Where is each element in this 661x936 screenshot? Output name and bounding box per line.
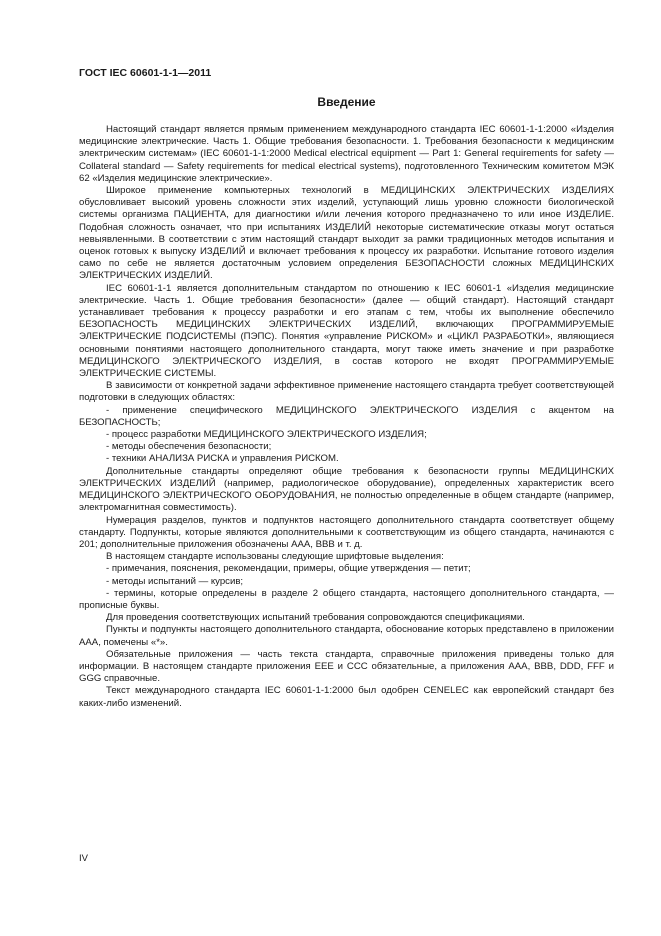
list-item: - методы испытаний — курсив; (106, 575, 244, 587)
list-item: - методы обеспечения безопасности; (106, 441, 272, 453)
section-title: Введение (317, 95, 376, 109)
paragraph: IEC 60601-1-1 является дополнительным стандартом по отношению к IEC 60601-1 «Изделия медицинские электрические. Часть 1. Общие требования безопасности» (далее — общий стандарт). Настоящий стандарт устанавливает требования к процессу разработки и его этапам с тем, чтобы их выполнение обеспечило БЕЗОПАСНОСТЬ МЕДИЦИНСКИХ ЭЛЕКТРИЧЕСКИХ ИЗДЕЛИЙ, включающих ПРОГРАММИРУЕМЫЕ ЭЛЕКТРИЧЕСКИЕ ПОДСИСТЕМЫ (ПЭПС). Понятия «управление РИСКОМ» и «ЦИКЛ РАЗРАБОТКИ», являющиеся основными понятиями настоящего дополнительного стандарта, могут также иметь значение и при разработке МЕДИЦИНСКОГО ЭЛЕКТРИЧЕСКОГО ИЗДЕЛИЯ, в состав которого не входят ПРОГРАММИРУЕМЫЕ ЭЛЕКТРИЧЕСКИЕ СИСТЕМЫ. (79, 282, 614, 380)
paragraph: Нумерация разделов, пунктов и подпунктов настоящего дополнительного стандарта соответствует общему стандарту. Подпункты, которые являются дополнительными к соответствующим из общего стандарта, начинаются с 201; дополнительные приложения обозначены ААА, ВВВ и т. д. (79, 514, 614, 550)
paragraph: Дополнительные стандарты определяют общие требования к безопасности группы МЕДИЦИНСКИХ ЭЛЕКТРИЧЕСКИХ ИЗДЕЛИЙ (например, радиологическое оборудование), определенных характеристик всего МЕДИЦИНСКОГО ЭЛЕКТРИЧЕСКОГО ОБОРУДОВАНИЯ, не полностью определенные в общем стандарте (например, электромагнитная совместимость). (79, 465, 614, 514)
paragraph: Обязательные приложения — часть текста стандарта, справочные приложения приведены только для информации. В настоящем стандарте приложения ЕЕЕ и ССС обязательные, а приложения ААА, ВВВ, DDD, FFF и GGG справочные. (79, 648, 614, 685)
list-item: - техники АНАЛИЗА РИСКА и управления РИСКОМ. (106, 453, 339, 465)
paragraph: Широкое применение компьютерных технологий в МЕДИЦИНСКИХ ЭЛЕКТРИЧЕСКИХ ИЗДЕЛИЯХ обусловливает высокий уровень сложности этих изделий, уступающий лишь уровню сложности биологической системы организма ПАЦИЕНТА, для диагностики и/или лечения которого предназначено то или иное ИЗДЕЛИЕ. Подобная сложность означает, что при испытаниях ИЗДЕЛИЙ некоторые систематические отказы могут остаться невыявленными. В соответствии с этим настоящий стандарт выходит за рамки традиционных методов испытания и оценок готовых к выпуску ИЗДЕЛИЙ и включает требования к процессу их разработки. Испытание готового изделия само по себе не является достаточным условием определения БЕЗОПАСНОСТИ сложных МЕДИЦИНСКИХ ЭЛЕКТРИЧЕСКИХ ИЗДЕЛИЙ. (79, 185, 614, 282)
page-number: IV (79, 853, 88, 864)
list-item: - процесс разработки МЕДИЦИНСКОГО ЭЛЕКТРИЧЕСКОГО ИЗДЕЛИЯ; (106, 429, 427, 441)
document-header: ГОСТ IEC 60601-1-1—2011 (79, 67, 212, 79)
list-item: - термины, которые определены в разделе 2 общего стандарта, настоящего дополнительного стандарта, — прописные буквы. (79, 587, 614, 611)
paragraph: Пункты и подпункты настоящего дополнительного стандарта, обоснование которых представлено в приложении ААА, помечены «*». (79, 624, 614, 648)
paragraph: Настоящий стандарт является прямым применением международного стандарта IEC 60601-1-1:2000 «Изделия медицинские электрические. Часть 1. Общие требования безопасности. 1. Требования безопасности к медицинским электрическим системам» (IEC 60601-1-1:2000 Medical electrical equipment — Part 1: General requirements for safety — Collateral standard — Safety requirements for medical electrical systems), подготовленного Техническим комитетом МЭК 62 «Изделия медицинские электрические». (79, 124, 614, 184)
paragraph: Текст международного стандарта IEC 60601-1-1:2000 был одобрен CENELEC как европейский стандарт без каких-либо изменений. (79, 685, 614, 709)
paragraph: Для проведения соответствующих испытаний требования сопровождаются спецификациями. (106, 612, 525, 624)
list-item: - примечания, пояснения, рекомендации, примеры, общие утверждения — петит; (106, 563, 471, 575)
document-body (79, 124, 614, 710)
paragraph: В зависимости от конкретной задачи эффективное применение настоящего стандарта требует соответствующей подготовки в следующих областях: (79, 380, 614, 404)
paragraph: В настоящем стандарте использованы следующие шрифтовые выделения: (106, 551, 444, 563)
list-item: - применение специфического МЕДИЦИНСКОГО ЭЛЕКТРИЧЕСКОГО ИЗДЕЛИЯ с акцентом на БЕЗОПАСНОСТЬ; (79, 404, 614, 428)
